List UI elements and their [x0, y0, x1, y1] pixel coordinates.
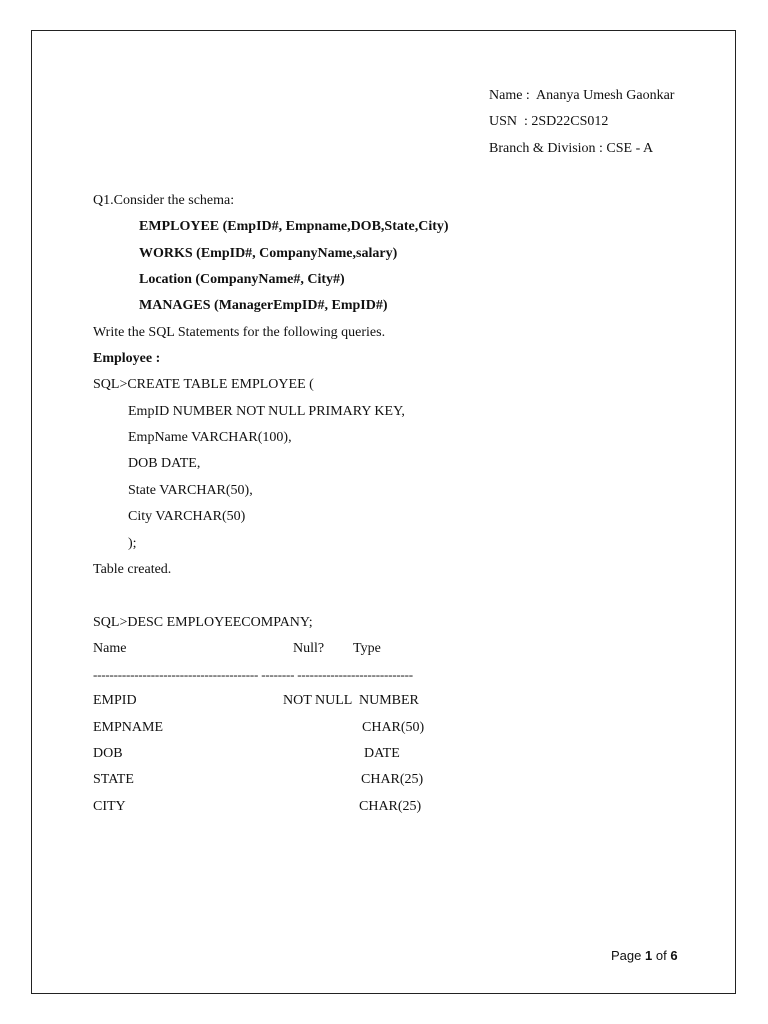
desc-header-name: Name — [93, 641, 127, 656]
desc-row-type: CHAR(25) — [361, 772, 424, 787]
desc-command: SQL>DESC EMPLOYEECOMPANY; — [93, 615, 313, 630]
desc-row-name: EMPID — [93, 693, 137, 708]
column-dob: DOB DATE, — [128, 456, 201, 471]
desc-separator: ---------------------------------------- -------- ---------------------------- — [93, 667, 413, 682]
schema-employee: EMPLOYEE (EmpID#, Empname,DOB,State,City) — [139, 219, 449, 234]
desc-row-name: DOB — [93, 746, 123, 761]
desc-row-type: NUMBER — [359, 693, 419, 708]
schema-location: Location (CompanyName#, City#) — [139, 272, 345, 287]
desc-row-name: EMPNAME — [93, 720, 164, 735]
desc-row-type: DATE — [364, 746, 400, 761]
question-intro: Q1.Consider the schema: — [93, 193, 235, 208]
create-table-statement: SQL>CREATE TABLE EMPLOYEE ( — [93, 377, 314, 392]
create-table-result: Table created. — [93, 562, 172, 577]
desc-row-name: CITY — [93, 799, 126, 814]
schema-works: WORKS (EmpID#, CompanyName,salary) — [139, 246, 398, 261]
create-table-close: ); — [128, 536, 137, 551]
desc-row-type: CHAR(25) — [359, 799, 422, 814]
schema-manages: MANAGES (ManagerEmpID#, EmpID#) — [139, 298, 388, 313]
column-empid: EmpID NUMBER NOT NULL PRIMARY KEY, — [128, 404, 405, 419]
column-city: City VARCHAR(50) — [128, 509, 246, 524]
page-current: 1 — [645, 948, 653, 963]
desc-header-null: Null? — [293, 641, 325, 656]
column-empname: EmpName VARCHAR(100), — [128, 430, 292, 445]
desc-header-type: Type — [353, 641, 381, 656]
employee-heading: Employee : — [93, 351, 161, 366]
column-state: State VARCHAR(50), — [128, 483, 253, 498]
page-of: of — [655, 948, 667, 963]
page-total: 6 — [670, 948, 678, 963]
student-usn: USN : 2SD22CS012 — [489, 114, 609, 129]
desc-row-type: CHAR(50) — [362, 720, 425, 735]
desc-row-null: NOT NULL — [283, 693, 353, 708]
desc-row-name: STATE — [93, 772, 134, 787]
page-number — [611, 947, 678, 965]
student-name: Name : Ananya Umesh Gaonkar — [489, 88, 675, 103]
question-instruction: Write the SQL Statements for the following queries. — [93, 325, 386, 340]
student-branch: Branch & Division : CSE - A — [489, 141, 654, 156]
page-word: Page — [611, 948, 642, 963]
